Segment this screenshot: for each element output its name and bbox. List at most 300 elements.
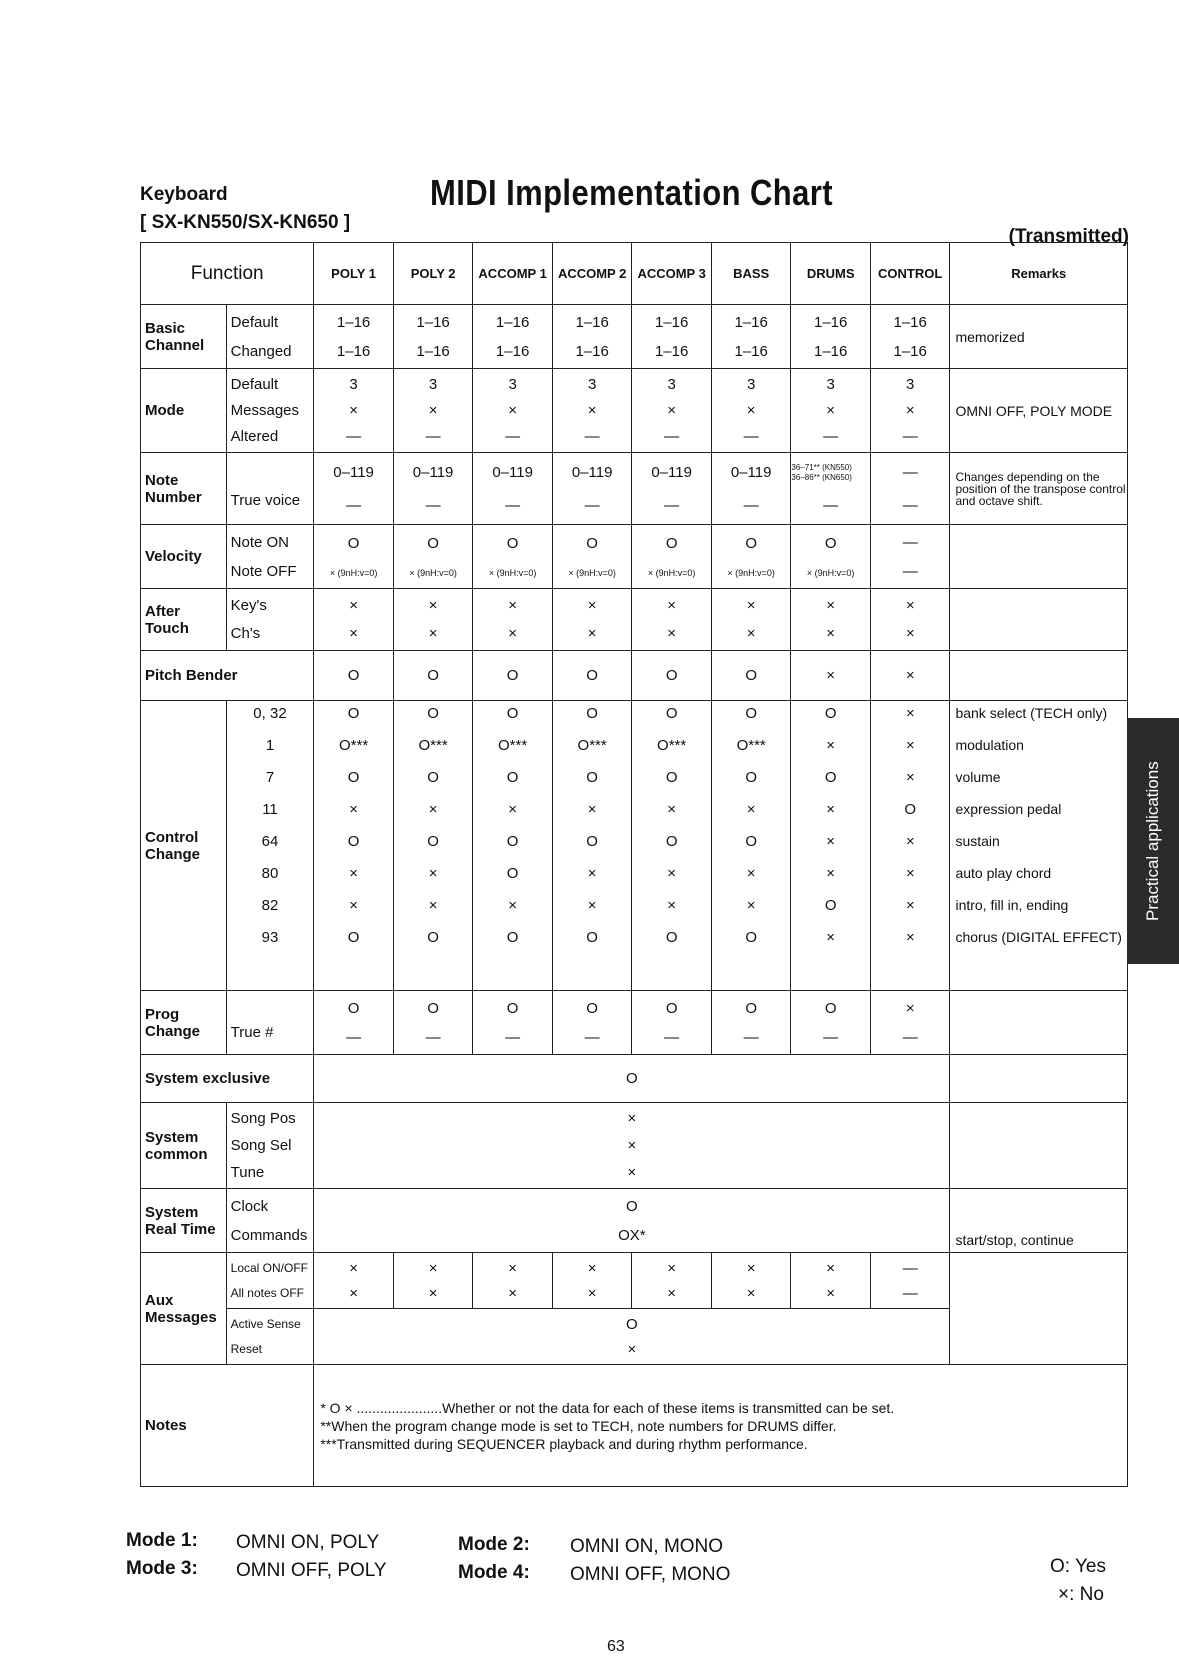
control-change-cell: O	[791, 701, 871, 733]
transmitted-label: (Transmitted)	[1008, 226, 1129, 247]
cell-value: ×	[428, 1284, 438, 1302]
system-exclusive-label: System exclusive	[141, 1055, 314, 1103]
control-change-remark: intro, fill in, ending	[950, 893, 1128, 925]
control-change-cell: O***	[711, 733, 791, 765]
control-change-cell: O	[791, 765, 871, 797]
control-change-cell: ×	[791, 733, 871, 765]
note-number-cell	[870, 453, 950, 525]
cell-value: 3	[587, 376, 597, 393]
cell-value: × (9nH:v=0)	[409, 567, 457, 578]
after-touch-cell	[791, 589, 871, 651]
basic-channel-cell	[552, 305, 632, 369]
cell-value: 1–16	[734, 342, 768, 360]
after-touch-cell	[870, 589, 950, 651]
control-number: 82	[226, 893, 314, 925]
control-change-cell: ×	[552, 861, 632, 893]
control-change-cell: O	[632, 829, 712, 861]
sub-value: All notes OFF	[230, 1286, 304, 1300]
cell-value: ×	[826, 402, 836, 419]
system-common-sub	[226, 1103, 314, 1189]
cell-value: 1–16	[416, 313, 450, 331]
note-number-cell	[632, 453, 712, 525]
velocity-cell	[791, 525, 871, 589]
control-change-cell: O***	[552, 733, 632, 765]
cell-value: —	[584, 428, 600, 445]
control-change-cell: ×	[393, 797, 473, 829]
mode-cell	[632, 369, 712, 453]
cell-value: ×	[905, 597, 915, 614]
sub-value: Reset	[230, 1342, 262, 1356]
cell-value: × (9nH:v=0)	[329, 567, 378, 578]
control-change-cell: O	[711, 765, 791, 797]
cell-value: O	[427, 999, 439, 1017]
cell-value: ×	[905, 999, 915, 1017]
velocity-label: Velocity	[141, 525, 227, 589]
cell-value: ×	[627, 1340, 637, 1358]
cell-value: ×	[826, 1284, 836, 1302]
cell-value: 0–119	[571, 463, 613, 481]
pitch-bender-label: Pitch Bender	[141, 651, 314, 701]
cell-value: 3	[349, 376, 358, 393]
cell-value: 3	[667, 376, 676, 393]
basic-channel-sub	[226, 305, 314, 369]
control-change-cell: ×	[393, 893, 473, 925]
aux-cell	[314, 1309, 950, 1365]
cell-value: 1–16	[893, 313, 927, 331]
control-change-cell: O***	[393, 733, 473, 765]
note-number-remark: Changes depending on the position of the transpose control and octave shift.	[950, 453, 1128, 525]
column-header: POLY 1	[314, 243, 394, 305]
control-change-cell: O	[711, 829, 791, 861]
control-change-cell: O	[393, 765, 473, 797]
cell-value: ×	[905, 625, 915, 642]
page-number: 63	[607, 1638, 625, 1655]
cell-value: —	[505, 496, 521, 514]
cell-value: 1–16	[813, 313, 848, 331]
note-number-label: Note Number	[141, 453, 227, 525]
column-header: POLY 2	[393, 243, 473, 305]
sub-value: Default	[230, 376, 279, 393]
cell-value: O	[745, 999, 757, 1017]
system-common-cell	[314, 1103, 950, 1189]
control-change-remark: modulation	[950, 733, 1128, 765]
aux-cell	[393, 1253, 473, 1309]
cell-value: ×	[349, 1259, 358, 1277]
control-change-cell: O	[552, 701, 632, 733]
pitch-bender-cell: O	[473, 651, 553, 701]
cell-value: O	[626, 1315, 638, 1333]
control-change-cell: O	[711, 701, 791, 733]
cell-value: × (9nH:v=0)	[727, 567, 775, 578]
mode-cell	[711, 369, 791, 453]
pitch-bender-cell: O	[314, 651, 394, 701]
control-change-cell: ×	[791, 861, 871, 893]
control-change-cell: ×	[632, 797, 712, 829]
note-line: ***Transmitted during SEQUENCER playback and during rhythm performance.	[320, 1435, 808, 1452]
cell-value: ×	[627, 1136, 637, 1154]
column-header: ACCOMP 2	[552, 243, 632, 305]
cell-value: —	[902, 1259, 918, 1277]
cell-value: 3	[826, 376, 835, 393]
section-tab: Practical applications	[1127, 718, 1179, 964]
control-change-cell: ×	[791, 797, 871, 829]
cell-value: ×	[349, 402, 358, 419]
basic-channel-cell	[314, 305, 394, 369]
note-number-cell	[711, 453, 791, 525]
cell-value: ×	[508, 597, 517, 614]
prog-change-cell	[314, 991, 394, 1055]
control-change-cell: ×	[473, 893, 553, 925]
sub-value: Active Sense	[230, 1317, 301, 1331]
pitch-bender-cell: O	[552, 651, 632, 701]
cell-value: —	[346, 496, 362, 514]
control-change-cell: O	[314, 701, 394, 733]
system-exclusive-remark	[950, 1055, 1128, 1103]
after-touch-cell	[473, 589, 553, 651]
velocity-cell	[393, 525, 473, 589]
sub-value: Ch's	[230, 625, 261, 642]
cell-value: ×	[627, 1163, 637, 1181]
sub-value: Song Pos	[230, 1110, 296, 1128]
pitch-bender-cell: ×	[791, 651, 871, 701]
control-change-cell: ×	[632, 861, 712, 893]
after-touch-sub	[226, 589, 314, 651]
after-touch-cell	[632, 589, 712, 651]
control-change-cell: ×	[711, 861, 791, 893]
cell-value: —	[425, 428, 441, 445]
pitch-bender-cell: O	[711, 651, 791, 701]
drums-note-range-kn550: 36–71** (KN550)	[791, 462, 852, 472]
cell-value: O	[347, 535, 360, 553]
sub-value: Default	[230, 313, 279, 331]
cell-value: 3	[428, 376, 438, 393]
velocity-sub	[226, 525, 314, 589]
mode-4-label: Mode 4:	[458, 1562, 530, 1583]
aux-sub	[226, 1309, 314, 1365]
prog-change-remark	[950, 991, 1128, 1055]
cell-value: ×	[746, 597, 756, 614]
control-change-cell: ×	[870, 861, 950, 893]
basic-channel-cell	[711, 305, 791, 369]
control-change-cell: ×	[870, 701, 950, 733]
control-change-cell: ×	[314, 797, 394, 829]
cell-value: —	[902, 463, 918, 481]
control-change-cell: ×	[314, 893, 394, 925]
aux-messages-label: Aux Messages	[141, 1253, 227, 1365]
cell-value: 0–119	[412, 463, 454, 481]
cell-value: OX*	[618, 1226, 646, 1244]
cell-value: —	[425, 496, 441, 514]
mode-1-value: OMNI ON, POLY	[236, 1532, 380, 1553]
system-common-remark	[950, 1103, 1128, 1189]
cell-value: ×	[826, 625, 836, 642]
column-header: ACCOMP 3	[632, 243, 712, 305]
mode-2-label: Mode 2:	[458, 1534, 530, 1555]
cell-value: 3	[906, 376, 915, 393]
control-change-cell: O	[473, 861, 553, 893]
cell-value: O	[745, 535, 757, 553]
cell-value: 0–119	[651, 463, 692, 481]
aux-cell	[870, 1253, 950, 1309]
prog-change-cell	[632, 991, 712, 1055]
control-change-cell: ×	[791, 925, 871, 991]
cell-value: ×	[508, 1284, 517, 1302]
column-header: DRUMS	[791, 243, 871, 305]
note-line: **When the program change mode is set to TECH, note numbers for DRUMS differ.	[320, 1417, 837, 1434]
control-change-cell: ×	[870, 925, 950, 991]
mode-sub	[226, 369, 314, 453]
cell-value: —	[664, 1028, 680, 1046]
basic-channel-remark: memorized	[950, 305, 1128, 369]
velocity-cell	[314, 525, 394, 589]
control-change-cell: ×	[552, 893, 632, 925]
velocity-cell	[711, 525, 791, 589]
cell-value: 1–16	[575, 313, 609, 331]
control-number: 7	[226, 765, 314, 797]
column-header: ACCOMP 1	[473, 243, 553, 305]
cell-value: —	[902, 1284, 918, 1302]
sub-value: Altered	[230, 428, 279, 445]
drums-note-range-kn650: 36–86** (KN650)	[791, 472, 852, 482]
control-change-cell: O	[393, 925, 473, 991]
sub-value: True voice	[230, 492, 301, 510]
cell-value: 1–16	[336, 313, 371, 331]
page-title: MIDI Implementation Chart	[430, 172, 833, 213]
control-change-cell: ×	[552, 797, 632, 829]
cell-value: O	[824, 535, 837, 553]
note-number-sub	[226, 453, 314, 525]
control-change-remark: expression pedal	[950, 797, 1128, 829]
cell-value: ×	[667, 402, 677, 419]
cell-value: ×	[587, 625, 597, 642]
cell-value: —	[823, 1028, 839, 1046]
cell-value: —	[425, 1028, 441, 1046]
cell-value: —	[584, 496, 600, 514]
cell-value: 0–119	[333, 463, 374, 481]
control-change-cell: ×	[791, 829, 871, 861]
sub-value: Commands	[230, 1226, 308, 1244]
control-number: 11	[226, 797, 314, 829]
control-change-cell: O	[711, 925, 791, 991]
mode-cell	[870, 369, 950, 453]
basic-channel-cell	[393, 305, 473, 369]
cell-value: O	[347, 999, 360, 1017]
control-change-cell: O	[552, 925, 632, 991]
cell-value: × (9nH:v=0)	[647, 567, 696, 578]
control-number: 80	[226, 861, 314, 893]
aux-cell	[711, 1253, 791, 1309]
cell-value: O	[665, 999, 678, 1017]
velocity-cell	[552, 525, 632, 589]
aux-cell	[791, 1253, 871, 1309]
cell-value: 1–16	[575, 342, 609, 360]
cell-value: O	[506, 999, 519, 1017]
basic-channel-cell	[870, 305, 950, 369]
after-touch-cell	[552, 589, 632, 651]
note-line: * O × ......................Whether or not the data for each of these items is transmitted can be set.	[320, 1399, 895, 1416]
pitch-bender-remark	[950, 651, 1128, 701]
cell-value: —	[902, 428, 918, 445]
mode-cell	[791, 369, 871, 453]
mode-4-value: OMNI OFF, MONO	[570, 1564, 731, 1585]
system-common-label: System common	[141, 1103, 227, 1189]
note-number-cell	[552, 453, 632, 525]
note-number-cell	[473, 453, 553, 525]
after-touch-cell	[711, 589, 791, 651]
mode-remark: OMNI OFF, POLY MODE	[950, 369, 1128, 453]
sub-value: Changed	[230, 342, 292, 360]
control-change-cell: ×	[314, 861, 394, 893]
keyboard-label: Keyboard	[140, 184, 228, 205]
control-change-cell: O	[552, 829, 632, 861]
control-change-cell: O***	[473, 733, 553, 765]
cell-value: ×	[746, 1284, 756, 1302]
system-real-time-remark: start/stop, continue	[950, 1189, 1128, 1253]
cell-value: 3	[508, 376, 517, 393]
note-number-cell	[791, 453, 871, 525]
control-change-cell: ×	[870, 893, 950, 925]
sub-value: Song Sel	[230, 1136, 292, 1154]
aux-cell	[552, 1253, 632, 1309]
prog-change-cell	[791, 991, 871, 1055]
mode-cell	[552, 369, 632, 453]
prog-change-cell	[711, 991, 791, 1055]
sub-value: Tune	[230, 1163, 265, 1181]
aux-sub	[226, 1253, 314, 1309]
mode-cell	[473, 369, 553, 453]
cell-value: O	[506, 535, 519, 553]
control-change-cell: O	[870, 797, 950, 829]
cell-value: ×	[667, 597, 677, 614]
cell-value: —	[823, 497, 839, 515]
control-change-cell: ×	[711, 893, 791, 925]
control-change-cell: ×	[870, 829, 950, 861]
control-number: 1	[226, 733, 314, 765]
control-change-remark: volume	[950, 765, 1128, 797]
control-change-cell: ×	[711, 797, 791, 829]
cell-value: 3	[746, 376, 756, 393]
system-real-time-label: System Real Time	[141, 1189, 227, 1253]
control-change-cell: ×	[870, 733, 950, 765]
column-header: BASS	[711, 243, 791, 305]
cell-value: —	[902, 562, 918, 580]
control-change-remark: sustain	[950, 829, 1128, 861]
cell-value: —	[743, 1028, 759, 1046]
cell-value: ×	[428, 597, 438, 614]
note-number-cell	[314, 453, 394, 525]
column-header: CONTROL	[870, 243, 950, 305]
after-touch-cell	[393, 589, 473, 651]
cell-value: × (9nH:v=0)	[806, 567, 855, 578]
pitch-bender-cell: ×	[870, 651, 950, 701]
system-real-time-sub	[226, 1189, 314, 1253]
cell-value: ×	[428, 402, 438, 419]
control-change-cell: O	[314, 765, 394, 797]
cell-value: —	[823, 428, 839, 445]
control-change-cell: O	[552, 765, 632, 797]
cell-value: 1–16	[495, 313, 530, 331]
system-exclusive-cell: O	[314, 1055, 950, 1103]
midi-implementation-table	[140, 242, 1128, 1487]
cell-value: ×	[905, 402, 915, 419]
cell-value: 1–16	[336, 342, 371, 360]
notes-text	[314, 1365, 1128, 1487]
control-change-remark: auto play chord	[950, 861, 1128, 893]
cell-value: ×	[746, 402, 756, 419]
velocity-cell	[473, 525, 553, 589]
prog-change-cell	[473, 991, 553, 1055]
legend-no: ×: No	[1058, 1584, 1104, 1605]
cell-value: O	[586, 535, 598, 553]
cell-value: ×	[428, 1259, 438, 1277]
control-change-cell: O	[632, 765, 712, 797]
cell-value: ×	[508, 402, 517, 419]
control-change-cell: O***	[632, 733, 712, 765]
cell-value: 0–119	[492, 463, 533, 481]
cell-value: 1–16	[416, 342, 450, 360]
control-change-remark: bank select (TECH only)	[950, 701, 1128, 733]
cell-value: 1–16	[654, 313, 689, 331]
basic-channel-cell	[473, 305, 553, 369]
cell-value: ×	[349, 597, 358, 614]
cell-value: —	[902, 496, 918, 514]
cell-value: ×	[627, 1110, 637, 1128]
control-change-cell: O	[632, 701, 712, 733]
control-change-cell: O	[393, 701, 473, 733]
mode-cell	[314, 369, 394, 453]
velocity-cell	[870, 525, 950, 589]
cell-value: ×	[508, 625, 517, 642]
control-change-cell: O	[473, 701, 553, 733]
cell-value: —	[505, 1028, 521, 1046]
cell-value: —	[902, 533, 918, 551]
cell-value: 1–16	[734, 313, 768, 331]
control-change-cell: O	[393, 829, 473, 861]
basic-channel-cell	[791, 305, 871, 369]
cell-value: O	[824, 999, 837, 1017]
cell-value: × (9nH:v=0)	[488, 567, 537, 578]
legend-yes: O: Yes	[1050, 1556, 1106, 1577]
cell-value: ×	[667, 1284, 677, 1302]
system-real-time-cell	[314, 1189, 950, 1253]
sub-value: Note OFF	[230, 562, 297, 580]
control-change-cell: O	[791, 893, 871, 925]
control-change-remark: chorus (DIGITAL EFFECT)	[950, 925, 1128, 991]
cell-value: ×	[826, 1259, 836, 1277]
control-change-cell: O***	[314, 733, 394, 765]
cell-value: ×	[587, 1284, 597, 1302]
prog-change-label: Prog Change	[141, 991, 227, 1055]
cell-value: —	[505, 428, 521, 445]
pitch-bender-cell: O	[393, 651, 473, 701]
after-touch-remark	[950, 589, 1128, 651]
prog-change-sub	[226, 991, 314, 1055]
control-change-cell: ×	[473, 797, 553, 829]
mode-label: Mode	[141, 369, 227, 453]
basic-channel-label: Basic Channel	[141, 305, 227, 369]
cell-value: ×	[349, 1284, 358, 1302]
control-change-cell: ×	[870, 765, 950, 797]
after-touch-label: After Touch	[141, 589, 227, 651]
control-number: 0, 32	[226, 701, 314, 733]
mode-3-value: OMNI OFF, POLY	[236, 1560, 387, 1581]
cell-value: ×	[349, 625, 358, 642]
model-label: [ SX-KN550/SX-KN650 ]	[140, 212, 351, 233]
aux-cell	[473, 1253, 553, 1309]
mode-1-label: Mode 1:	[126, 1530, 198, 1551]
remarks-header: Remarks	[950, 243, 1128, 305]
mode-cell	[393, 369, 473, 453]
